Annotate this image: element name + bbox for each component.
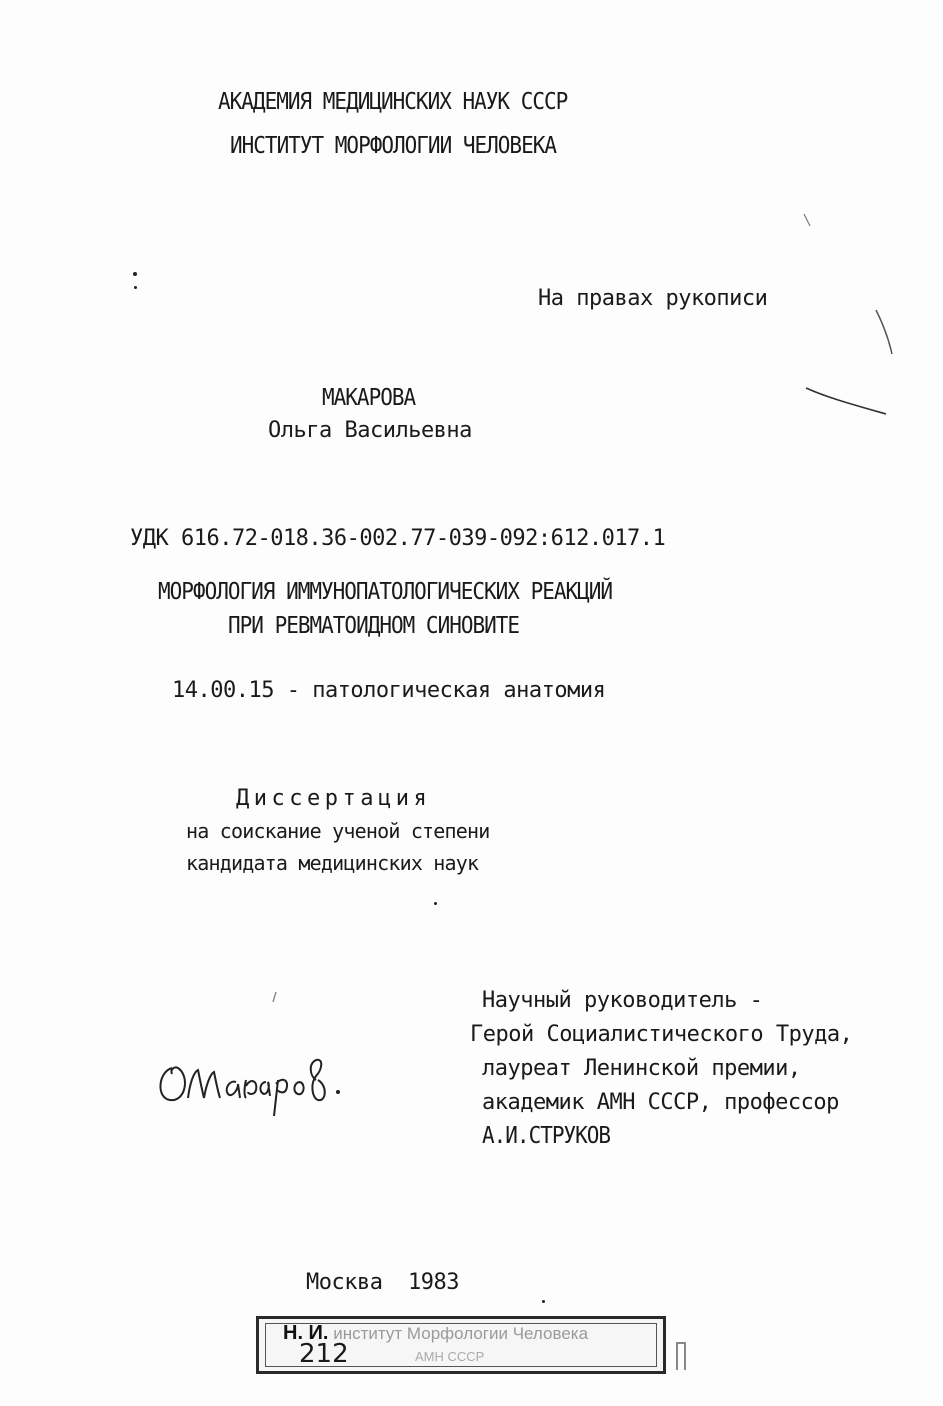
- stamp-institute-text: институт Морфологии Человека: [333, 1324, 589, 1343]
- dissertation-heading: Диссертация: [236, 786, 432, 811]
- author-given-names: Ольга Васильевна: [268, 418, 472, 443]
- specialty-code: 14.00.15 - патологическая анатомия: [172, 678, 606, 703]
- supervisor-line-2: Герой Социалистического Труда,: [470, 1022, 853, 1047]
- degree-line-2: кандидата медицинских наук: [186, 851, 479, 875]
- supervisor-line-3: лауреат Ленинской премии,: [482, 1056, 801, 1081]
- dissertation-title-line-2: ПРИ РЕВМАТОИДНОМ СИНОВИТЕ: [228, 611, 520, 639]
- dissertation-title-line-1: МОРФОЛОГИЯ ИММУНОПАТОЛОГИЧЕСКИХ РЕАКЦИЙ: [158, 577, 613, 605]
- supervisor-line-1: Научный руководитель -: [482, 988, 763, 1013]
- author-signature: [150, 1020, 360, 1130]
- stamp-edge-mark: [676, 1342, 686, 1370]
- stray-dot: [434, 902, 437, 905]
- supervisor-name: А.И.СТРУКОВ: [482, 1121, 611, 1149]
- degree-line-1: на соискание ученой степени: [186, 819, 490, 843]
- manuscript-rights-note: На правах рукописи: [538, 286, 768, 311]
- udc-code: УДК 616.72-018.36-002.77-039-092:612.017.1: [130, 526, 666, 551]
- academy-name: АКАДЕМИЯ МЕДИЦИНСКИХ НАУК СССР: [218, 87, 568, 115]
- author-surname: МАКАРОВА: [322, 383, 416, 411]
- stray-dot: [542, 1300, 545, 1303]
- stamp-subtext: АМН СССР: [415, 1349, 485, 1364]
- library-stamp: [256, 1316, 666, 1374]
- supervisor-line-4: академик АМН СССР, профессор: [482, 1090, 839, 1115]
- stamp-number: 212: [299, 1339, 349, 1369]
- scan-artifact: [270, 990, 280, 1006]
- stray-dot: [133, 272, 137, 276]
- city-and-year: Москва 1983: [306, 1270, 459, 1295]
- stray-dot: [134, 286, 137, 289]
- stamp-initials: Н. И.: [283, 1322, 329, 1344]
- scan-artifact: [800, 210, 920, 420]
- institute-name: ИНСТИТУТ МОРФОЛОГИИ ЧЕЛОВЕКА: [230, 131, 557, 159]
